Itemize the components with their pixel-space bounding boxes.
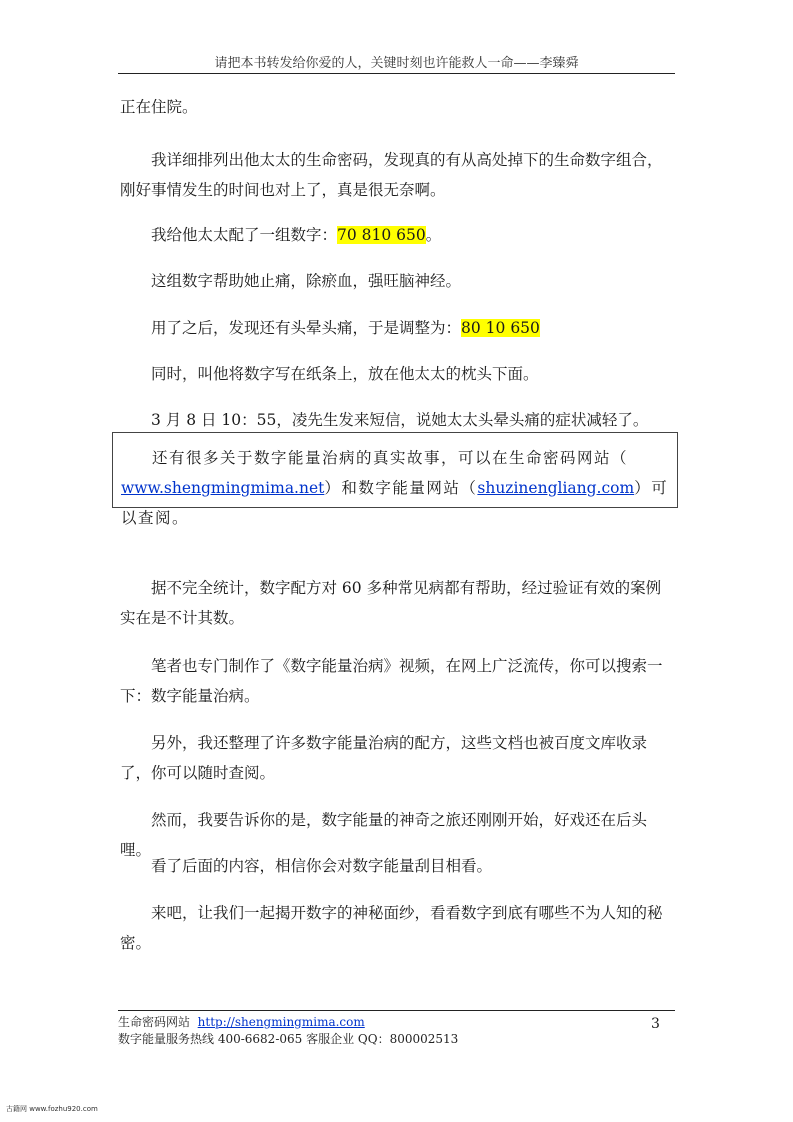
- paragraph-5-text: 用了之后，发现还有头晕头痛，于是调整为：: [151, 319, 462, 337]
- highlighted-number-code: 80 10 650: [461, 319, 540, 337]
- notice-end: ）可以查阅。: [121, 479, 669, 527]
- paragraph-5: [120, 313, 675, 343]
- paragraph-1: 正在住院。: [120, 98, 198, 116]
- paragraph-3-text: 我给他太太配了一组数字：: [151, 226, 338, 244]
- footer-site: [118, 1013, 365, 1030]
- footer-site-link[interactable]: http://shengmingmima.com: [197, 1015, 365, 1029]
- paragraph-9: 笔者也专门制作了《数字能量治病》视频，在网上广泛流传，你可以搜索一下：数字能量治病。: [120, 657, 663, 705]
- paragraph-11: 然而，我要告诉你的是，数字能量的神奇之旅还刚刚开始，好戏还在后头哩。: [120, 811, 648, 859]
- paragraph-3-end: 。: [425, 226, 442, 244]
- highlighted-number-code: 70 810 650: [337, 226, 426, 244]
- notice-line-1: 还有很多关于数字能量治病的真实故事，可以在生命密码网站（: [152, 449, 629, 467]
- paragraph-8: 据不完全统计，数字配方对 60 多种常见病都有帮助，经过验证有效的案例实在是不计其数。: [120, 579, 662, 627]
- page-number: 3: [651, 1016, 660, 1032]
- header-rule: [118, 73, 675, 74]
- site-link-2[interactable]: shuzinengliang.com: [477, 479, 635, 497]
- site-link[interactable]: www.shengmingmima.net: [121, 479, 325, 497]
- paragraph-12: 看了后面的内容，相信你会对数字能量刮目相看。: [151, 857, 493, 875]
- footer-rule: [118, 1010, 675, 1011]
- notice-box: [112, 432, 678, 527]
- paragraph-2: 我详细排列出他太太的生命密码，发现真的有从高处掉下的生命数字组合，刚好事情发生的时间也对上了，真是很无奈啊。: [120, 151, 663, 199]
- paragraph-7: 3 月 8 日 10：55，凌先生发来短信，说她太太头晕头痛的症状减轻了。: [151, 411, 649, 429]
- paragraph-10: 另外，我还整理了许多数字能量治病的配方，这些文档也被百度文库收录了，你可以随时查阅。: [120, 734, 648, 782]
- notice-mid: ）和数字能量网站（: [324, 479, 478, 497]
- paragraph-13: 来吧，让我们一起揭开数字的神秘面纱，看看数字到底有哪些不为人知的秘密。: [120, 904, 663, 952]
- paragraph-4: 这组数字帮助她止痛，除瘀血，强旺脑神经。: [151, 272, 462, 290]
- footer-site-label: 生命密码网站: [118, 1015, 191, 1029]
- notice-line-2: [121, 473, 671, 533]
- running-header: 请把本书转发给你爱的人，关键时刻也许能救人一命——李臻舜: [214, 56, 579, 71]
- paragraph-6: 同时，叫他将数字写在纸条上，放在他太太的枕头下面。: [151, 365, 539, 383]
- footer-hotline: 数字能量服务热线 400-6682-065 客服企业 QQ：800002513: [118, 1032, 459, 1046]
- watermark: 古籍网 www.fozhu920.com: [6, 1105, 98, 1113]
- paragraph-3: [120, 220, 675, 250]
